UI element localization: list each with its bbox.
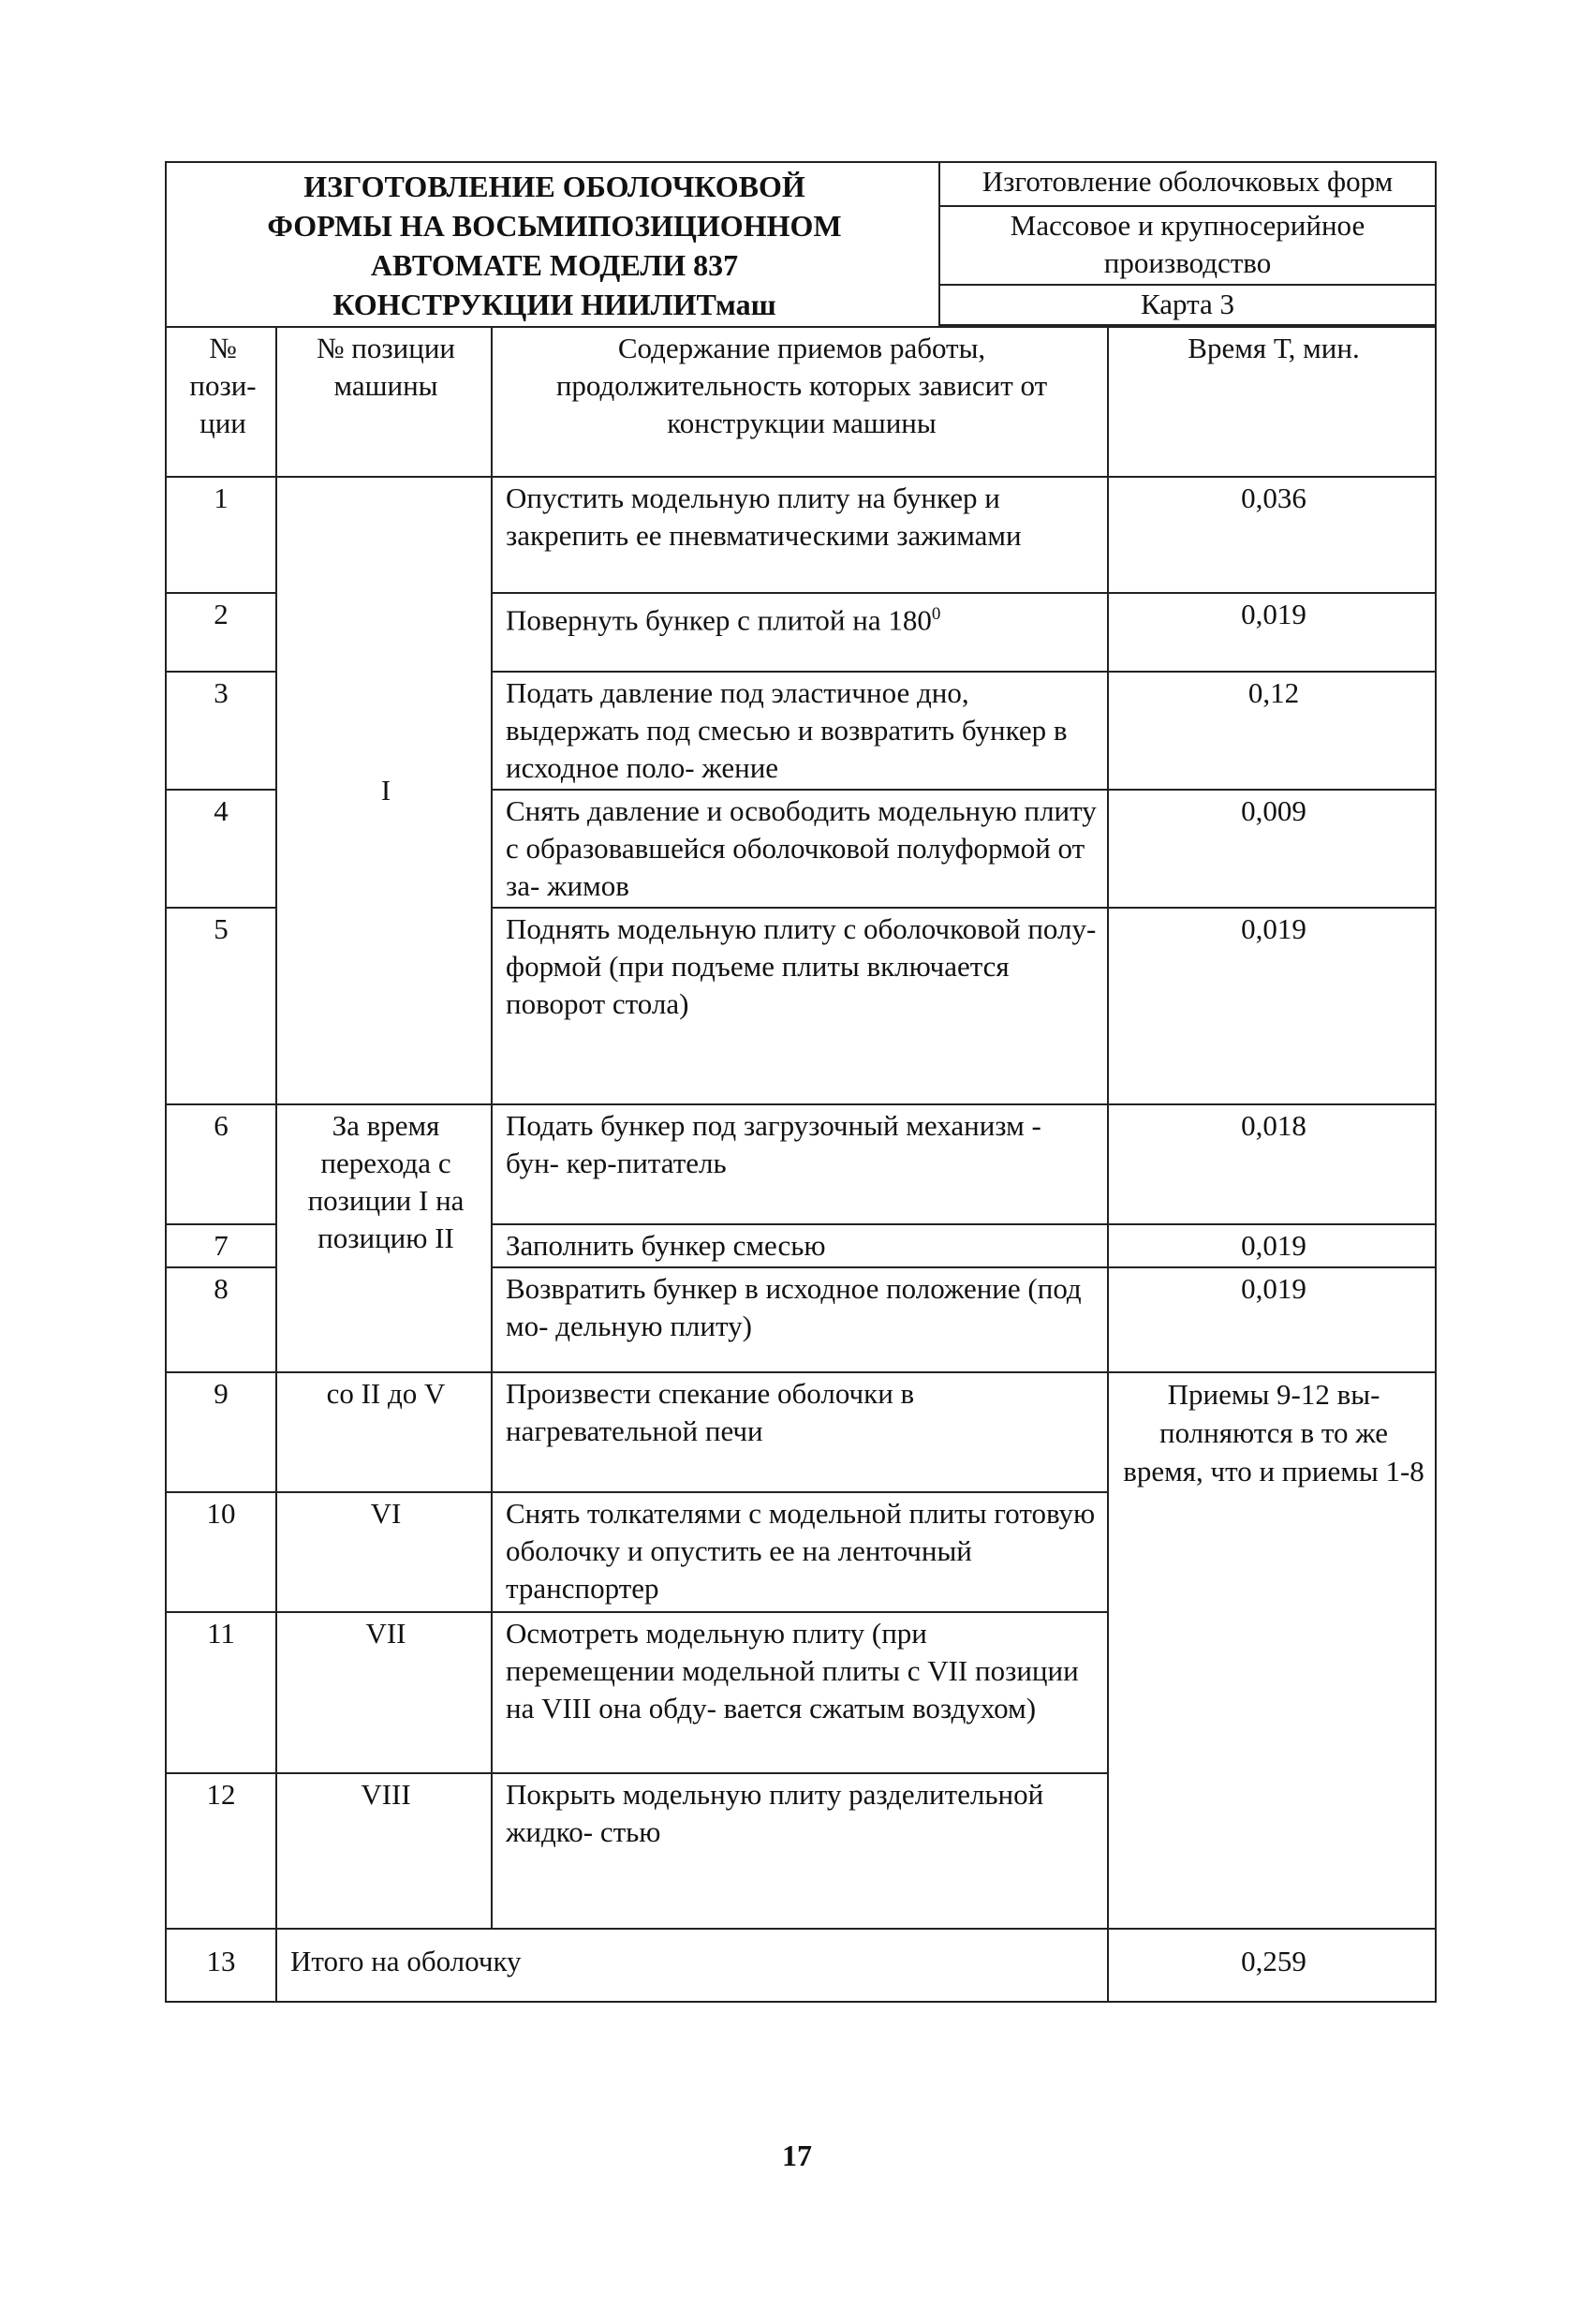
total-time: 0,259 [1108, 1929, 1436, 2002]
operation-time: 0,019 [1108, 908, 1436, 1104]
operation-text: Подать бункер под загрузочный механизм - бун- кер-питатель [492, 1104, 1108, 1224]
table-row [166, 1104, 1436, 1224]
row-number: 11 [166, 1612, 276, 1773]
operation-text: Снять давление и освободить модельную плиту с образовавшейся оболочковой полуформой от за- жимов [492, 790, 1108, 908]
process-card [165, 161, 1435, 2003]
row-number: 7 [166, 1224, 276, 1267]
process-type: Изготовление оболочковых форм [939, 162, 1436, 206]
merged-time-note: Приемы 9-12 вы- полняются в то же время, что и приемы 1-8 [1108, 1372, 1436, 1929]
operation-text: Заполнить бункер смесью [492, 1224, 1108, 1267]
production-type: Массовое и крупносерийное производство [939, 206, 1436, 286]
machine-position-cell: За время перехода с позиции I на позицию II [276, 1104, 492, 1372]
card-number: Карта 3 [939, 285, 1436, 324]
row-number: 4 [166, 790, 276, 908]
machine-position-cell: I [276, 477, 492, 1104]
card-title-line-2: ФОРМЫ НА ВОСЬМИПОЗИЦИОННОМ [267, 209, 842, 243]
col-header-position: № пози- ции [166, 327, 276, 477]
operation-text: Опустить модельную плиту на бункер и закрепить ее пневматическими зажимами [492, 477, 1108, 593]
operation-text: Возвратить бункер в исходное положение (под мо- дельную плиту) [492, 1267, 1108, 1372]
card-title-line-4: КОНСТРУКЦИИ НИИЛИТмаш [332, 288, 776, 321]
process-card-table [165, 161, 1437, 2003]
row-number: 13 [166, 1929, 276, 2002]
row-number: 10 [166, 1492, 276, 1612]
col-header-time: Время Т, мин. [1108, 327, 1436, 477]
table-row [166, 477, 1436, 593]
card-title-line-3: АВТОМАТЕ МОДЕЛИ 837 [370, 248, 739, 282]
row-number: 2 [166, 593, 276, 672]
machine-position-cell: VI [276, 1492, 492, 1612]
row-number: 5 [166, 908, 276, 1104]
operation-time: 0,019 [1108, 1267, 1436, 1372]
operation-text: Подать давление под эластичное дно, выдержать под смесью и возвратить бункер в исходное поло- жение [492, 672, 1108, 790]
table-row [166, 1372, 1436, 1492]
operation-text: Поднять модельную плиту с оболочковой полу- формой (при подъеме плиты включается поворот стола) [492, 908, 1108, 1104]
row-number: 12 [166, 1773, 276, 1929]
page-number: 17 [782, 2139, 812, 2172]
row-number: 6 [166, 1104, 276, 1224]
row-number: 9 [166, 1372, 276, 1492]
operation-text-main: Повернуть бункер с плитой на 180 [506, 603, 932, 637]
col-header-content: Содержание приемов работы, продолжительность которых зависит от конструкции машины [492, 327, 1108, 477]
machine-position-cell: VII [276, 1612, 492, 1773]
card-title [166, 162, 939, 327]
total-label: Итого на оболочку [276, 1929, 1108, 2002]
operation-time: 0,12 [1108, 672, 1436, 790]
operation-time: 0,036 [1108, 477, 1436, 593]
machine-position-cell: VIII [276, 1773, 492, 1929]
operation-time: 0,009 [1108, 790, 1436, 908]
operation-time: 0,019 [1108, 1224, 1436, 1267]
operation-text: Осмотреть модельную плиту (при перемещении модельной плиты с VII позиции на VIII она обду- вается сжатым воздухом) [492, 1612, 1108, 1773]
operation-text [492, 593, 1108, 672]
card-title-line-1: ИЗГОТОВЛЕНИЕ ОБОЛОЧКОВОЙ [303, 170, 805, 203]
operation-text: Произвести спекание оболочки в нагревательной печи [492, 1372, 1108, 1492]
total-row [166, 1929, 1436, 2002]
operation-text: Покрыть модельную плиту разделительной жидко- стью [492, 1773, 1108, 1929]
operation-time: 0,019 [1108, 593, 1436, 672]
degree-superscript: 0 [931, 604, 941, 624]
row-number: 1 [166, 477, 276, 593]
row-number: 8 [166, 1267, 276, 1372]
operation-time: 0,018 [1108, 1104, 1436, 1224]
machine-position-cell: со II до V [276, 1372, 492, 1492]
col-header-machine-position: № позиции машины [276, 327, 492, 477]
row-number: 3 [166, 672, 276, 790]
operation-text: Снять толкателями с модельной плиты готовую оболочку и опустить ее на ленточный транспортер [492, 1492, 1108, 1612]
